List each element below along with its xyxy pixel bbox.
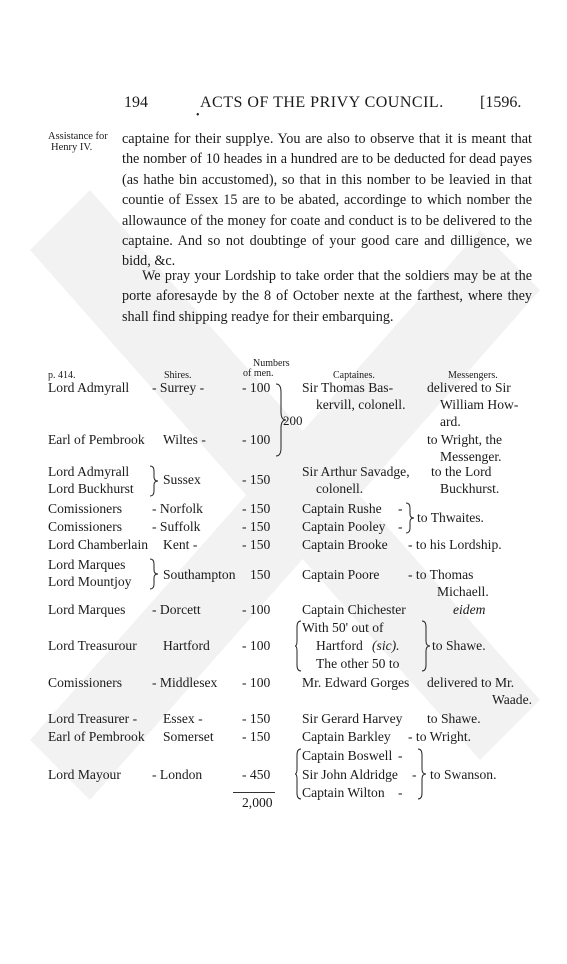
cell-messenger: to the Lord <box>431 464 492 479</box>
cell-captain: Sir John Aldridge <box>302 767 398 782</box>
cell-captain-note: (sic). <box>372 638 400 653</box>
running-header <box>0 94 567 118</box>
cell-messenger: to Shawe. <box>427 711 481 726</box>
marginal-note <box>48 131 108 153</box>
cell-shire: - London <box>152 767 203 782</box>
cell-shire: Sussex <box>163 472 201 487</box>
cell-lord: Comissioners <box>48 501 123 516</box>
cell-captain: Captain Pooley <box>302 519 386 534</box>
brace-left <box>294 748 302 800</box>
brace-right <box>421 620 431 672</box>
cell-number: - 100 <box>242 380 271 395</box>
cell-lord: Lord Buckhurst <box>48 481 134 496</box>
cell-messenger: William How- <box>440 397 519 412</box>
cell-captain: With 50' out of <box>302 620 384 635</box>
cell-number: - 100 <box>242 432 271 447</box>
cell-captain: Mr. Edward Gorges <box>302 675 410 690</box>
cell-lord: Lord Marques <box>48 602 126 617</box>
cell-messenger: Messenger. <box>440 449 502 464</box>
cell-messenger: Michaell. <box>437 584 489 599</box>
cell-number: - 100 <box>242 638 271 653</box>
cell-captain: Captain Brooke <box>302 537 388 552</box>
cell-captain: Captain Chichester <box>302 602 406 617</box>
cell-captain: Captain Poore <box>302 567 380 582</box>
cell-number: - 450 <box>242 767 271 782</box>
cell-messenger: - to his Lordship. <box>408 537 502 552</box>
cell-shire: - Surrey - <box>152 380 205 395</box>
cell-number: 150 <box>250 567 271 582</box>
cell-number: - 100 <box>242 602 271 617</box>
cell-number: - 150 <box>242 519 271 534</box>
cell-lord: Lord Mayour <box>48 767 121 782</box>
cell-number: - 100 <box>242 675 271 690</box>
cell-captain: Hartford <box>316 638 363 653</box>
cell-messenger: delivered to Sir <box>427 380 511 395</box>
cell-shire: - Middlesex <box>152 675 218 690</box>
cell-number: - 150 <box>242 501 271 516</box>
page-number: 194 <box>124 94 148 111</box>
cell-captain: Captain Boswell <box>302 748 393 763</box>
cell-messenger: to Wright, the <box>427 432 503 447</box>
total-rule <box>233 792 275 793</box>
cell-lord: Earl of Pembrook <box>48 729 145 744</box>
cell-lord: Lord Admyrall <box>48 464 130 479</box>
cell-number: - 150 <box>242 537 271 552</box>
cell-lord: Lord Treasurour <box>48 638 137 653</box>
cell-captain: The other 50 to <box>316 656 400 671</box>
cell-captain: Sir Thomas Bas- <box>302 380 394 395</box>
cell-captain: Captain Rushe <box>302 501 382 516</box>
cell-dash: - <box>412 767 417 782</box>
brace-left <box>294 620 302 672</box>
cell-messenger: delivered to Mr. <box>427 675 515 690</box>
cell-shire: - Suffolk <box>152 519 201 534</box>
cell-messenger: - to Wright. <box>408 729 472 744</box>
col-ref: p. 414. <box>48 370 76 381</box>
cell-lord: Lord Marques <box>48 557 126 572</box>
cell-messenger: to Swanson. <box>430 767 497 782</box>
cell-captain: kervill, colonell. <box>316 397 406 412</box>
marginal-note-line: Assistance for <box>48 131 108 142</box>
cell-dash: - <box>398 785 403 800</box>
col-messengers: Messengers. <box>448 370 498 381</box>
cell-captain: Sir Gerard Harvey <box>302 711 403 726</box>
cell-lord: Comissioners <box>48 675 123 690</box>
cell-pair-total: 200 <box>283 413 303 428</box>
running-title: ACTS OF THE PRIVY COUNCIL. <box>200 94 444 111</box>
cell-shire: - Dorcett <box>152 602 201 617</box>
cell-number: - 150 <box>242 711 271 726</box>
cell-lord: Lord Mountjoy <box>48 574 132 589</box>
cell-captain: Captain Barkley <box>302 729 391 744</box>
brace-right <box>405 502 415 534</box>
cell-messenger: eidem <box>453 602 486 617</box>
cell-shire: Essex - <box>163 711 203 726</box>
cell-number: - 150 <box>242 472 271 487</box>
cell-lord: Comissioners <box>48 519 123 534</box>
brace-right <box>417 748 427 800</box>
cell-shire: - Norfolk <box>152 501 203 516</box>
cell-shire: Somerset <box>163 729 214 744</box>
col-captaines: Captaines. <box>333 370 375 381</box>
cell-messenger: to Shawe. <box>432 638 486 653</box>
col-numbers-sub: of men. <box>243 368 274 379</box>
col-shires: Shires. <box>164 370 192 381</box>
cell-dash: - <box>398 748 403 763</box>
cell-captain: Captain Wilton <box>302 785 385 800</box>
cell-messenger: Waade. <box>492 692 533 707</box>
cell-messenger: to Thwaites. <box>417 510 484 525</box>
print-mark: • <box>196 110 200 121</box>
col-numbers: Numbers <box>253 358 290 369</box>
cell-dash: - <box>398 519 403 534</box>
body-paragraph: We pray your Lordship to take order that the soldiers may be at the porte aforesayde by the 8 of October nexte at the farthest, where they shall find shipping readye for their embarquing. <box>122 268 532 325</box>
cell-dash: - <box>398 501 403 516</box>
year-marker: [1596. <box>480 94 522 111</box>
body-paragraph: captaine for their supplye. You are also to observe that it is meant that the nomber of 10 heades in a hundred are to be deducted for dead payes (as hathe bin accustomed), so that in this nomber to be leavied in that countie of Essex 15 are to be abated, accordinge to which nomber the allowaunce of the money for coate and conduct is to be delivered to the captaine. And so not doubtinge of your good care and dilligence, we bidd, &c. <box>122 131 532 270</box>
cell-total: 2,000 <box>242 795 273 810</box>
cell-lord: Earl of Pembrook <box>48 432 145 447</box>
cell-number: - 150 <box>242 729 271 744</box>
marginal-note-line: Henry IV. <box>51 142 93 153</box>
cell-captain: colonell. <box>316 481 364 496</box>
cell-shire: Hartford <box>163 638 210 653</box>
cell-messenger: - to Thomas <box>408 567 474 582</box>
brace-right <box>149 465 159 497</box>
cell-shire: Kent - <box>163 537 198 552</box>
cell-captain: Sir Arthur Savadge, <box>302 464 410 479</box>
cell-shire: Southampton <box>163 567 236 582</box>
cell-messenger: ard. <box>440 414 461 429</box>
brace-right <box>149 558 159 590</box>
cell-lord: Lord Admyrall <box>48 380 130 395</box>
cell-shire: Wiltes - <box>163 432 206 447</box>
cell-lord: Lord Chamberlain <box>48 537 149 552</box>
cell-messenger: Buckhurst. <box>440 481 500 496</box>
cell-lord: Lord Treasurer - <box>48 711 138 726</box>
